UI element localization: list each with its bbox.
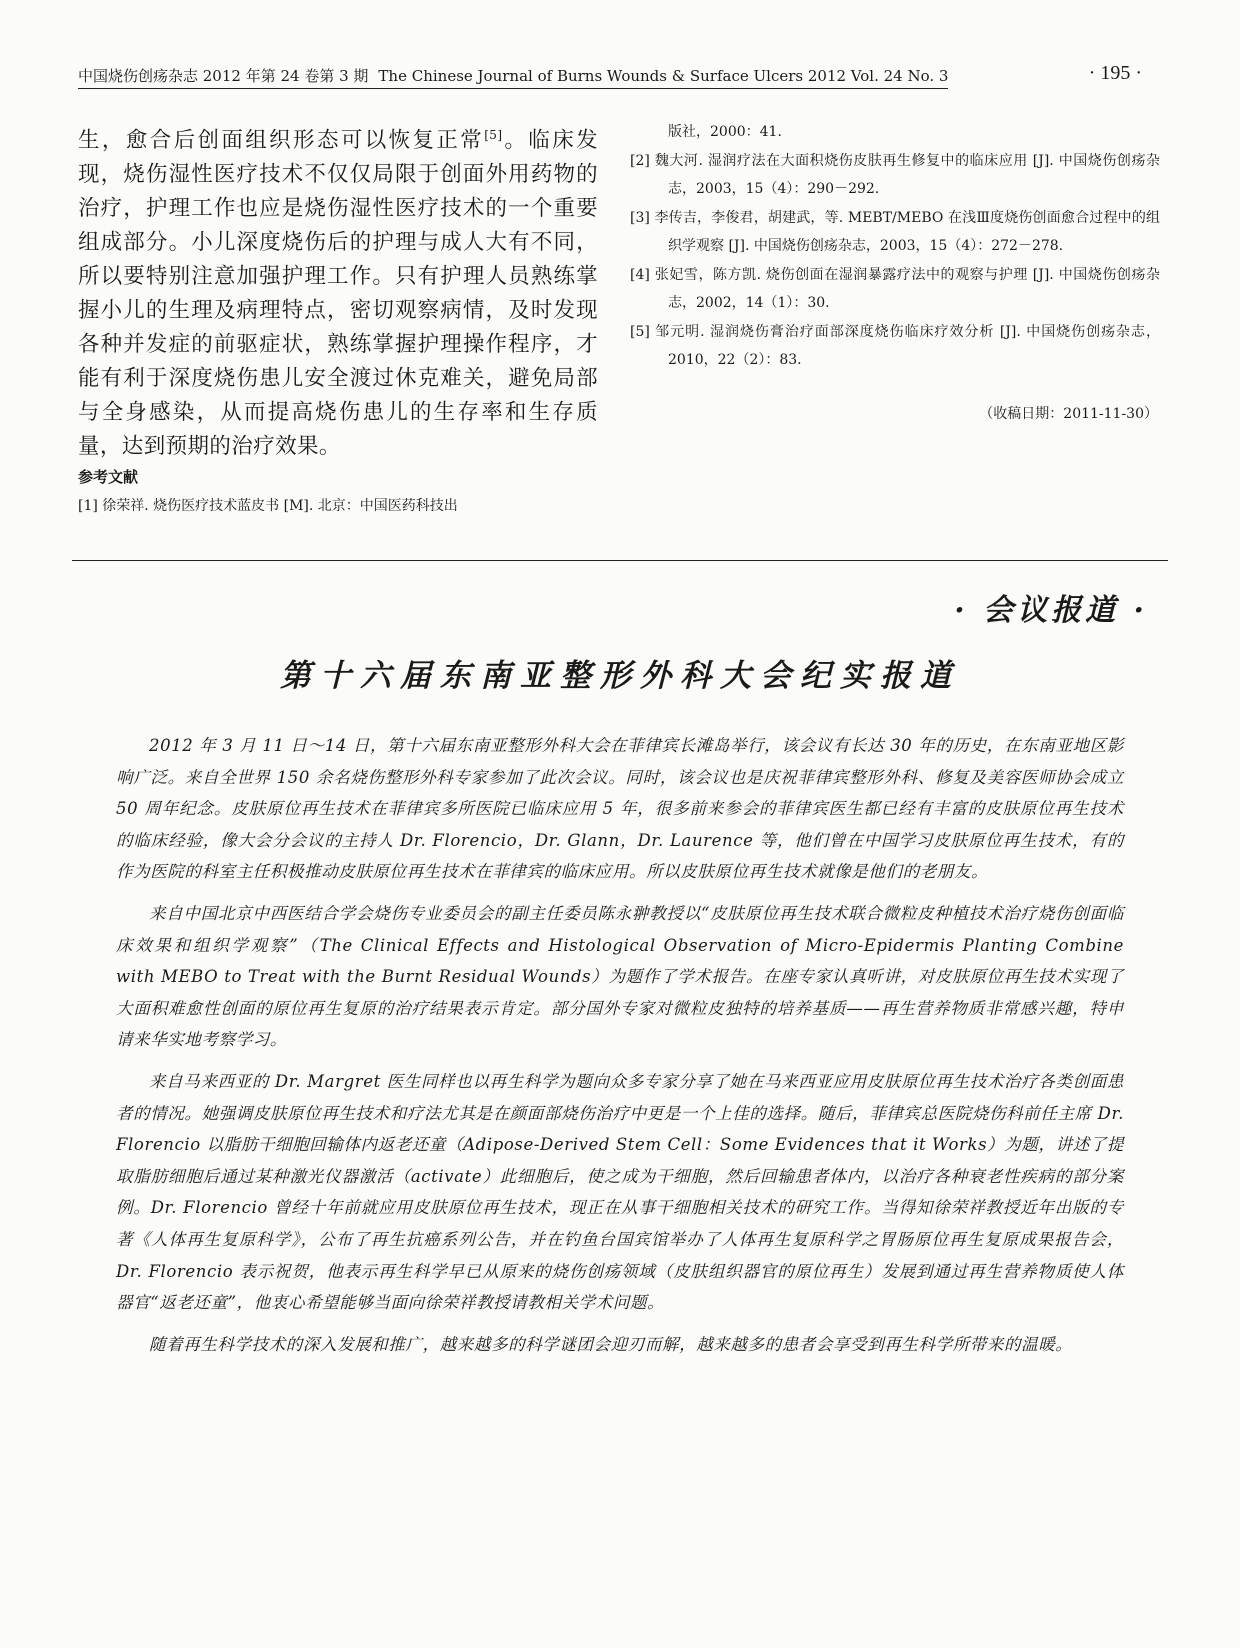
reference-4: [4] 张妃雪，陈方凯. 烧伤创面在湿润暴露疗法中的观察与护理 [J]. 中国烧伤创疡杂志，2002，14（1）：30. [630,266,1160,311]
reference-1: [1] 徐荣祥. 烧伤医疗技术蓝皮书 [M]. 北京：中国医药科技出 [78,498,458,515]
right-column [630,118,1160,423]
running-header [78,66,948,89]
journal-title-en: The Chinese Journal of Burns Wounds & Surface Ulcers 2012 Vol. 24 No. 3 [378,67,949,85]
paragraph-text-rest: 。临床发现，烧伤湿性医疗技术不仅仅局限于创面外用药物的治疗，护理工作也应是烧伤湿性医疗技术的一个重要组成部分。小儿深度烧伤后的护理与成人大有不同，所以要特别注意加强护理工作。只有护理人员熟练掌握小儿的生理及病理特点，密切观察病情，及时发现各种并发症的前驱症状，熟练掌握护理操作程序，才能有利于深度烧伤患儿安全渡过休克难关，避免局部与全身感染，从而提高烧伤患儿的生存率和生存质量，达到预期的治疗效果。 [78,128,598,460]
journal-title-cn: 中国烧伤创疡杂志 2012 年第 24 卷第 3 期 [78,67,369,85]
article-paragraph: 2012 年 3 月 11 日～14 日，第十六届东南亚整形外科大会在菲律宾长滩岛举行，该会议有长达 30 年的历史，在东南亚地区影响广泛。来自全世界 150 余名烧伤整形外科专家参加了此次会议。同时，该会议也是庆祝菲律宾整形外科、修复及美容医师协会成立 50 周年纪念。皮肤原位再生技术在菲律宾多所医院已临床应用 5 年，很多前来参会的菲律宾医生都已经有丰富的皮肤原位再生技术的临床经验，像大会分会议的主持人 Dr. Florencio，Dr. Glann，Dr. Laurence 等，他们曾在中国学习皮肤原位再生技术，有的作为医院的科室主任积极推动皮肤原位再生技术在菲律宾的临床应用。所以皮肤原位再生技术就像是他们的老朋友。 [116,736,1124,882]
section-divider [72,560,1168,561]
reference-2: [2] 魏大河. 湿润疗法在大面积烧伤皮肤再生修复中的临床应用 [J]. 中国烧伤创疡杂志，2003，15（4）：290－292. [630,152,1160,197]
reference-1-continued: 版社，2000：41. [668,124,782,140]
reference-3: [3] 李传吉，李俊君，胡建武，等. MEBT/MEBO 在浅Ⅲ度烧伤创面愈合过程中的组织学观察 [J]. 中国烧伤创疡杂志，2003，15（4）：272－278. [630,209,1160,254]
received-date: （收稿日期：2011-11-30） [979,405,1158,422]
reference-list [630,118,1160,375]
article-paragraph: 随着再生科学技术的深入发展和推广，越来越多的科学谜团会迎刃而解，越来越多的患者会享受到再生科学所带来的温暖。 [149,1334,1073,1354]
article-paragraph: 来自中国北京中西医结合学会烧伤专业委员会的副主任委员陈永翀教授以“皮肤原位再生技术联合微粒皮种植技术治疗烧伤创面临床效果和组织学观察”（The Clinical Effects and Histological Observation of Micro-Epidermis Planting Combine with MEBO to Treat with the Burnt Residual Wounds）为题作了学术报告。在座专家认真听讲，对皮肤原位再生技术实现了大面积难愈性创面的原位再生复原的治疗结果表示肯定。部分国外专家对微粒皮独特的培养基质——再生营养物质非常感兴趣，特申请来华实地考察学习。 [116,903,1124,1050]
conclusion-paragraph [78,118,598,464]
citation-mark: [5] [484,128,503,142]
section-label: · 会议报道 · [954,593,1148,628]
reference-5: [5] 邹元明. 湿润烧伤膏治疗面部深度烧伤临床疗效分析 [J]. 中国烧伤创疡杂志，2010，22（2）：83. [630,323,1160,368]
references-heading: 参考文献 [78,468,139,487]
article-body [116,730,1124,1370]
left-column [78,118,598,519]
paragraph-text: 生，愈合后创面组织形态可以恢复正常 [78,128,485,154]
article-title: 第十六届东南亚整形外科大会纪实报道 [280,658,960,694]
article-paragraph: 来自马来西亚的 Dr. Margret 医生同样也以再生科学为题向众多专家分享了她在马来西亚应用皮肤原位再生技术治疗各类创面患者的情况。她强调皮肤原位再生技术和疗法尤其是在颜面部烧伤治疗中更是一个上佳的选择。随后，菲律宾总医院烧伤科前任主席 Dr. Florencio 以脂肪干细胞回输体内返老还童（Adipose-Derived Stem Cell：Some Evidences that it Works）为题，讲述了提取脂肪细胞后通过某种激光仪器激活（activate）此细胞后，使之成为干细胞，然后回输患者体内，以治疗各种衰老性疾病的部分案例。Dr. Florencio 曾经十年前就应用皮肤原位再生技术，现正在从事干细胞相关技术的研究工作。当得知徐荣祥教授近年出版的专著《人体再生复原科学》，公布了再生抗癌系列公告，并在钓鱼台国宾馆举办了人体再生复原科学之胃肠原位再生复原成果报告会，Dr. Florencio 表示祝贺，他表示再生科学早已从原来的烧伤创疡领域（皮肤组织器官的原位再生）发展到通过再生营养物质使人体器官“返老还童”，他衷心希望能够当面向徐荣祥教授请教相关学术问题。 [116,1071,1124,1313]
page-number: · 195 · [1088,62,1142,84]
